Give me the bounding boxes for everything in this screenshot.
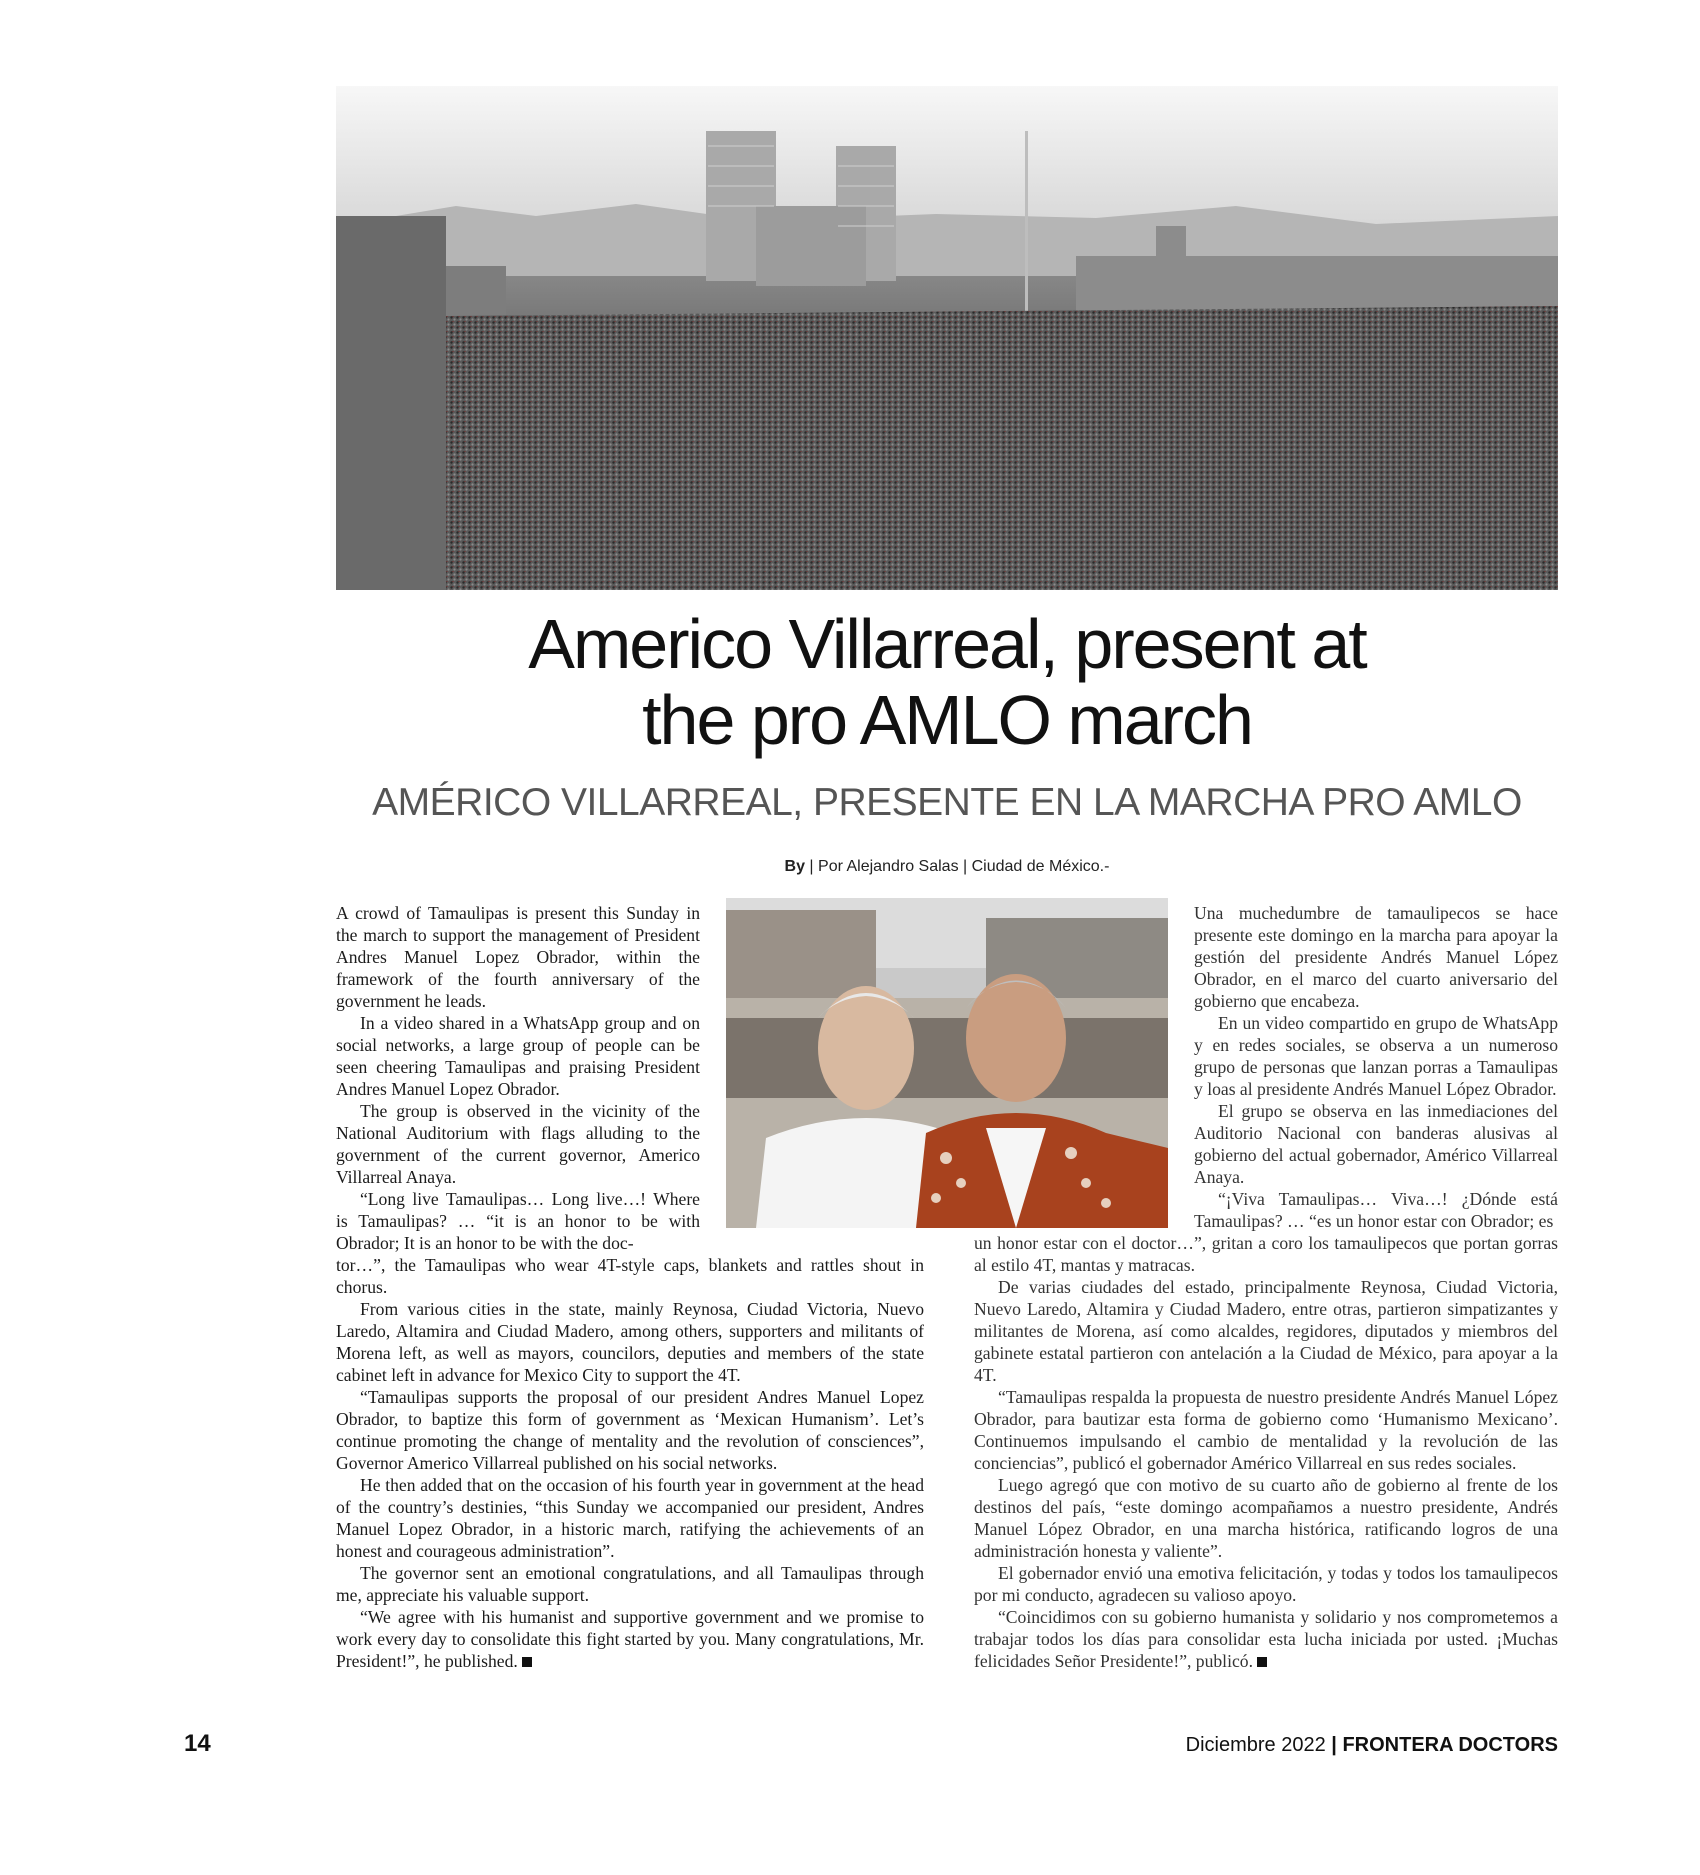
english-paragraph-3: The group is observed in the vicinity of the National Auditorium with flags alluding to the government of the current governor, Americo Villarreal Anaya. [336,1101,700,1187]
hero-photo [336,86,1558,590]
article-subheadline: AMÉRICO VILLARREAL, PRESENTE EN LA MARCHA PRO AMLO [372,781,1522,824]
headline-line-1: Americo Villarreal, present at [528,605,1366,683]
crowd-plaza-illustration [336,86,1558,590]
inline-photo [726,898,1168,1228]
spanish-paragraph-8: El gobernador envió una emotiva felicitación, y todas y todos los tamaulipecos por mi conducto, agradecen su valioso apoyo. [974,1563,1558,1605]
english-column-bottom [336,1254,924,1672]
english-column-top [336,902,700,1254]
english-paragraph-9 [336,1606,924,1672]
end-mark-icon [1257,1657,1267,1667]
footer-publication-name: FRONTERA DOCTORS [1342,1734,1558,1756]
english-paragraph-2: In a video shared in a WhatsApp group and on social networks, a large group of people can be seen cheering Tamaulipas and praising President Andres Manuel Lopez Obrador. [336,1013,700,1099]
english-paragraph-9-text: “We agree with his humanist and supportive government and we promise to work every day to consolidate this fight started by you. Many congratulations, Mr. President!”, he published. [336,1607,924,1671]
spanish-column-top [1194,902,1558,1232]
spanish-paragraph-9 [974,1606,1558,1672]
english-paragraph-1: A crowd of Tamaulipas is present this Sunday in the march to support the management of President Andres Manuel Lopez Obrador, within the framework of the fourth anniversary of the government he leads. [336,903,700,1011]
spanish-paragraph-6: “Tamaulipas respalda la propuesta de nuestro presidente Andrés Manuel López Obrador, para bautizar esta forma de gobierno como ‘Humanismo Mexicano’. Continuemos impulsando el cambio de mentalidad y la revolución de las conciencias”, publicó el gobernador Américo Villarreal en sus redes sociales. [974,1387,1558,1473]
selfie-illustration [726,898,1168,1228]
spanish-column-bottom [974,1232,1558,1672]
footer-publication [1186,1734,1558,1757]
english-paragraph-4b: tor…”, the Tamaulipas who wear 4T-style caps, blankets and rattles shout in chorus. [336,1255,924,1297]
article-headline [336,606,1558,758]
byline [336,858,1558,876]
english-paragraph-8: The governor sent an emotional congratulations, and all Tamaulipas through me, appreciate his valuable support. [336,1563,924,1605]
english-paragraph-7: He then added that on the occasion of his fourth year in government at the head of the country’s destinies, “this Sunday we accompanied our president, Andres Manuel Lopez Obrador, in a historic march, ratifying the achievements of an honest and courageous administration”. [336,1475,924,1561]
spanish-paragraph-3: El grupo se observa en las inmediaciones del Auditorio Nacional con banderas alusivas al gobierno del actual gobernador, Américo Villarreal Anaya. [1194,1101,1558,1187]
spanish-paragraph-9-text: “Coincidimos con su gobierno humanista y solidario y nos comprometemos a trabajar todos los días para consolidar esta lucha iniciada por usted. ¡Muchas felicidades Señor Presidente!”, publicó. [974,1607,1558,1671]
spanish-paragraph-5: De varias ciudades del estado, principalmente Reynosa, Ciudad Victoria, Nuevo Laredo, Altamira y Ciudad Madero, entre otras, partieron simpatizantes y militantes de Morena, así como alcaldes, regidores, diputados y miembros del gabinete estatal partieron con antelación a la Ciudad de México, para apoyar a la 4T. [974,1277,1558,1385]
english-paragraph-4a: “Long live Tamaulipas… Long live…! Where is Tamaulipas? … “it is an honor to be with Obrador; It is an honor to be with the doc- [336,1189,700,1253]
spanish-paragraph-4b: un honor estar con el doctor…”, gritan a coro los tamaulipecos que portan gorras al estilo 4T, mantas y matracas. [974,1233,1558,1275]
byline-author: | Por Alejandro Salas | Ciudad de México.- [804,858,1110,875]
byline-by: By [784,858,805,875]
end-mark-icon [522,1657,532,1667]
spanish-paragraph-2: En un video compartido en grupo de WhatsApp y en redes sociales, se observa a un numeroso grupo de personas que lanzan porras a Tamaulipas y loas al presidente Andrés Manuel López Obrador. [1194,1013,1558,1099]
page-number: 14 [184,1730,211,1757]
footer-date: Diciembre 2022 [1185,1734,1326,1756]
spanish-paragraph-4a: “¡Viva Tamaulipas… Viva…! ¿Dónde está Tamaulipas? … “es un honor estar con Obrador; es [1194,1189,1558,1231]
spanish-paragraph-1: Una muchedumbre de tamaulipecos se hace presente este domingo en la marcha para apoyar la gestión del presidente Andrés Manuel López Obrador, en el marco del cuarto aniversario del gobierno que encabeza. [1194,903,1558,1011]
english-paragraph-6: “Tamaulipas supports the proposal of our president Andres Manuel Lopez Obrador, to baptize this form of government as ‘Mexican Humanism’. Let’s continue promoting the change of mentality and the revolution of consciences”, Governor Americo Villarreal published on his social networks. [336,1387,924,1473]
english-paragraph-5: From various cities in the state, mainly Reynosa, Ciudad Victoria, Nuevo Laredo, Altamira and Ciudad Madero, among others, supporters and militants of Morena left, as well as mayors, councilors, deputies and members of the state cabinet left in advance for Mexico City to support the 4T. [336,1299,924,1385]
headline-line-2: the pro AMLO march [642,681,1252,759]
spanish-paragraph-7: Luego agregó que con motivo de su cuarto año de gobierno al frente de los destinos del país, “este domingo acompañamos a nuestro presidente, Andrés Manuel López Obrador, en una marcha histórica, ratificando logros de una administración honesta y valiente”. [974,1475,1558,1561]
footer-separator: | [1325,1734,1343,1756]
